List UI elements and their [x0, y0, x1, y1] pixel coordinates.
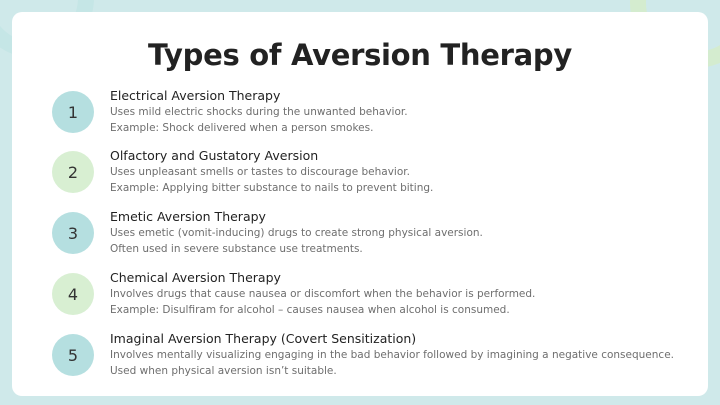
item-text-5: [110, 330, 700, 379]
item-example-2: Example: Applying bitter substance to nails to prevent biting.: [110, 182, 434, 194]
slide-title: Types of Aversion Therapy: [148, 38, 572, 72]
item-description-2: Uses unpleasant smells or tastes to discourage behavior.: [110, 166, 410, 178]
list-item-4: [52, 270, 692, 323]
item-description-3: Uses emetic (vomit-inducing) drugs to create strong physical aversion.: [110, 227, 483, 239]
item-description-1: Uses mild electric shocks during the unwanted behavior.: [110, 106, 408, 118]
list-item-2: [52, 148, 692, 201]
item-text-3: [110, 208, 700, 257]
list-item-3: [52, 209, 692, 262]
item-description-4: Involves drugs that cause nausea or discomfort when the behavior is performed.: [110, 288, 536, 300]
item-heading-5: Imaginal Aversion Therapy (Covert Sensitization): [110, 331, 417, 346]
item-text-4: [110, 269, 700, 318]
item-heading-3: Emetic Aversion Therapy: [110, 209, 266, 224]
number-badge-3: 3: [52, 212, 94, 254]
item-text-2: [110, 147, 700, 196]
item-description-5: Involves mentally visualizing engaging in the bad behavior followed by imagining a negative consequence.: [110, 349, 674, 361]
item-example-4: Example: Disulfiram for alcohol – causes nausea when alcohol is consumed.: [110, 304, 510, 316]
number-badge-1: 1: [52, 91, 94, 133]
number-badge-2: 2: [52, 151, 94, 193]
slide-card: [12, 12, 708, 396]
item-example-1: Example: Shock delivered when a person smokes.: [110, 122, 374, 134]
number-badge-4: 4: [52, 273, 94, 315]
number-badge-5: 5: [52, 334, 94, 376]
item-text-1: [110, 87, 700, 136]
item-heading-1: Electrical Aversion Therapy: [110, 88, 281, 103]
list-item-1: [52, 88, 692, 141]
item-heading-2: Olfactory and Gustatory Aversion: [110, 148, 319, 163]
item-heading-4: Chemical Aversion Therapy: [110, 270, 281, 285]
item-example-3: Often used in severe substance use treatments.: [110, 243, 363, 255]
list-item-5: [52, 331, 692, 384]
item-example-5: Used when physical aversion isn’t suitable.: [110, 365, 337, 377]
